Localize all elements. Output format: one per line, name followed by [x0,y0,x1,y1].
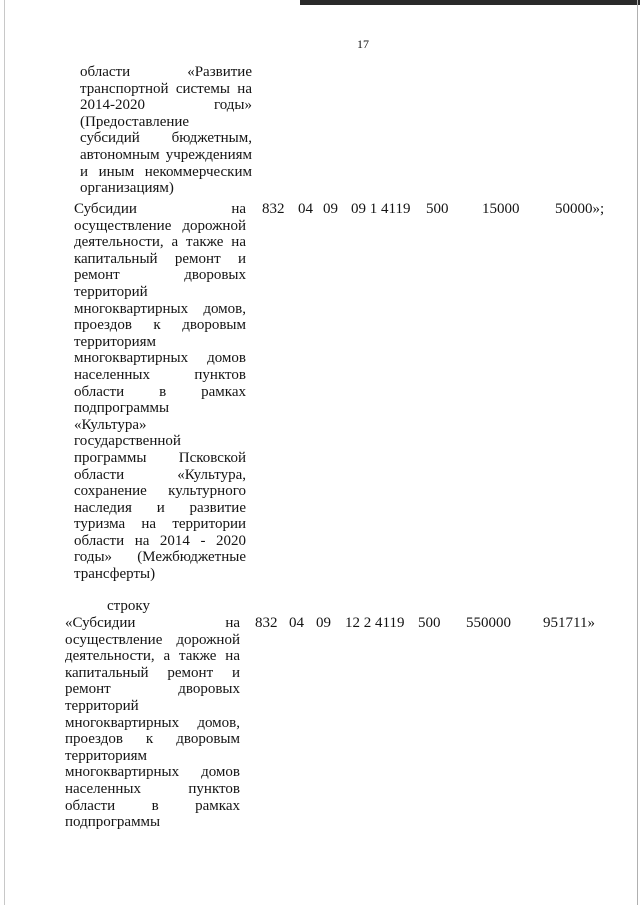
word: трансферты) [74,566,156,583]
text-line [65,681,240,698]
word: на [225,615,240,631]
word: Субсидии [74,201,137,217]
word: на [141,516,157,533]
row1-section-code: 04 [298,201,313,217]
page-number: 17 [357,37,369,51]
word: многоквартирных [65,714,180,731]
text-line [74,433,246,450]
word: населенных [74,366,150,383]
word: сохранение [74,483,147,500]
text-line [74,251,246,268]
word: 2014 [159,532,190,549]
word: программы [74,449,147,466]
word: Псковской [178,449,246,466]
text-line [65,731,240,748]
word: пунктов [188,780,240,797]
word: к [153,317,161,334]
text-line [74,417,246,434]
text-line [74,467,246,484]
word: осуществление [74,217,172,234]
text-line [65,632,240,649]
word: наследия [74,499,132,516]
word: «Культура» [74,416,147,433]
word: домов, [197,714,240,731]
row1-target-code: 09 1 4119 [351,201,411,217]
word: дорожной [176,631,240,648]
text-line [80,147,252,164]
word: территориям [65,747,148,764]
row2-subsection-code: 09 [316,615,331,631]
text-line [65,748,240,765]
word: ремонт [65,681,111,698]
word: туризма [74,516,126,533]
word: многоквартирных [74,300,189,317]
word: годы» [74,549,113,566]
word: капитальный [74,250,158,267]
text-line [74,400,246,417]
word: некоммерческим [144,163,252,180]
text-line [65,715,240,732]
text-line [65,648,240,665]
word: на [225,648,240,665]
text-line [74,267,246,284]
word: проездов [74,317,132,334]
word: развитие [189,499,246,516]
word: территорий [65,697,139,714]
scan-right-edge [637,0,638,905]
text-line [74,483,246,500]
row2-section-code: 04 [289,615,304,631]
row2-target-code: 12 2 4119 [345,615,405,631]
word: области [65,797,116,814]
word: проездов [65,731,123,748]
word: рамках [201,383,246,400]
word: также [185,234,224,251]
word: дворовым [176,731,240,748]
word: деятельности, [74,234,164,251]
word: деятельности, [65,648,155,665]
word: многоквартирных [65,764,180,781]
word: - [200,532,206,549]
text-line [74,367,246,384]
text-line [74,284,246,301]
word: ремонт [167,664,214,681]
word: пунктов [194,366,246,383]
word: на [134,532,150,549]
word: «Субсидии [65,615,136,631]
text-line [65,698,240,715]
word: дорожной [182,217,246,234]
text-line [80,180,252,197]
word: домов [207,350,246,367]
word: 2014-2020 [80,97,145,114]
word: «Культура, [177,466,246,483]
text-block-subsidy-replacement [65,615,240,831]
word: территориям [74,333,157,350]
word: бюджетным, [171,130,252,147]
word: автономным [80,146,160,163]
text-block-program-title [80,64,252,197]
word: осуществление [65,631,163,648]
text-line [65,615,240,632]
word: области [74,466,125,483]
row2-admin-code: 832 [255,615,278,631]
word: дворовым [182,317,246,334]
text-line [74,549,246,566]
word: области [74,532,125,549]
word: области [74,383,125,400]
word: к [145,731,154,748]
word: и [80,163,89,180]
word: годы» [213,97,252,114]
word: подпрограммы [65,814,161,831]
text-line [74,500,246,517]
text-line [74,450,246,467]
row1-subsection-code: 09 [323,201,338,217]
word: рамках [195,797,240,814]
word: капитальный [65,664,149,681]
text-line [65,814,240,831]
word: дворовых [178,681,240,698]
connector-text: строку [107,598,150,614]
word: государственной [74,433,181,450]
word: и [231,664,240,681]
word: области [80,64,131,80]
word: культурного [168,483,246,500]
text-line [65,781,240,798]
word: на [231,201,246,217]
word: и [237,250,246,267]
word: подпрограммы [74,400,170,417]
text-block-subsidy-culture [74,201,246,583]
text-line [80,64,252,81]
word: ремонт [74,267,120,284]
text-line [74,384,246,401]
word: населенных [65,780,141,797]
word: (Предоставление [80,113,190,130]
text-line [74,201,246,218]
text-line [74,317,246,334]
word: на [231,234,246,251]
text-line [80,130,252,147]
text-line [80,81,252,98]
word: дворовых [184,267,246,284]
word: а [163,648,171,665]
word: 2020 [215,532,246,549]
word: в [151,797,159,814]
word: также [178,648,217,665]
text-line [80,97,252,114]
word: территории [172,516,246,533]
word: системы [175,80,230,97]
row1-expense-type: 500 [426,201,449,217]
row1-admin-code: 832 [262,201,285,217]
scan-left-edge [4,0,5,905]
text-line [65,798,240,815]
word: (Межбюджетные [137,549,246,566]
text-line [80,164,252,181]
word: домов [201,764,240,781]
word: субсидий [80,130,140,147]
text-line [74,533,246,550]
text-line [74,334,246,351]
text-line [80,114,252,131]
word: в [159,383,167,400]
row1-amount-2: 50000»; [555,201,605,217]
scan-edge-mark [300,0,640,5]
word: территорий [74,283,148,300]
row2-amount-2: 951711» [543,615,595,631]
word: ремонт [174,250,221,267]
word: а [171,234,179,251]
text-line [74,234,246,251]
text-line [74,218,246,235]
word: и [156,499,165,516]
text-line [65,764,240,781]
row1-amount-1: 15000 [482,201,520,217]
row2-expense-type: 500 [418,615,441,631]
word: учреждениям [165,146,252,163]
row2-amount-1: 550000 [466,615,511,631]
word: многоквартирных [74,350,189,367]
word: организациям) [80,180,174,197]
word: транспортной [80,80,169,97]
text-line [74,516,246,533]
text-line [65,665,240,682]
text-line [74,566,246,583]
word: иным [98,163,135,180]
word: на [237,80,252,97]
word: домов, [203,300,246,317]
word: «Развитие [187,64,252,80]
text-line [74,301,246,318]
text-line [74,350,246,367]
